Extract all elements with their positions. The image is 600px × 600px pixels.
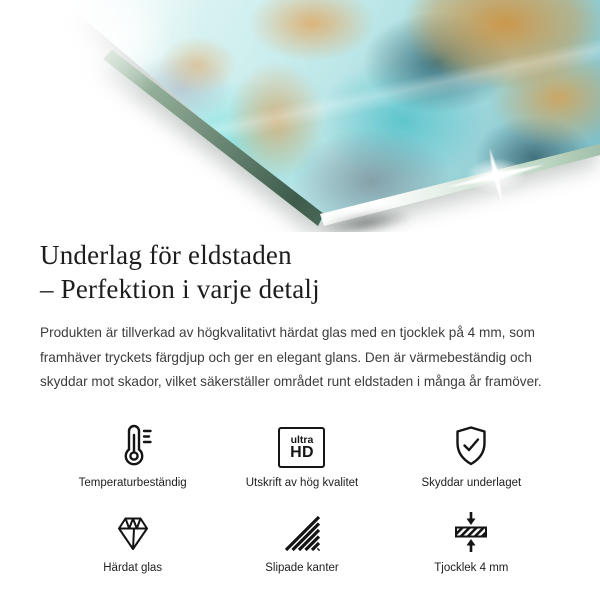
ultra-hd-text-top: ultra — [290, 433, 314, 446]
shield-check-icon — [451, 421, 491, 468]
product-description-section — [0, 232, 600, 574]
thickness-icon — [449, 506, 493, 553]
sparkle-icon — [441, 131, 551, 221]
thermometer-icon — [113, 421, 153, 468]
diamond-icon — [113, 506, 153, 553]
feature-temperature — [48, 421, 217, 489]
feature-thickness — [387, 506, 556, 574]
ultra-hd-text-bottom: HD — [290, 443, 314, 461]
feature-label: Utskrift av hög kvalitet — [245, 476, 359, 489]
feature-print-quality — [217, 421, 386, 489]
polished-edges-icon — [282, 506, 322, 553]
feature-polished-edges — [217, 506, 386, 574]
feature-label: Temperaturbeständig — [78, 476, 187, 489]
product-photo — [0, 0, 600, 232]
ultra-hd-icon — [278, 421, 325, 468]
page-title-line2: – Perfektion i varje detalj — [40, 274, 320, 304]
page-title — [40, 238, 560, 306]
product-description: Produkten är tillverkad av högkvalitativt härdat glas med en tjocklek på 4 mm, som framhäver tryckets färgdjup och ger en elegant glans. Den är värmebeständig och skyddar mot skador, vilket säkerställer området runt eldstaden i många år framöver. — [40, 325, 542, 389]
feature-label: Slipade kanter — [265, 561, 339, 574]
feature-tempered-glass — [48, 506, 217, 574]
feature-label: Tjocklek 4 mm — [434, 561, 509, 574]
feature-grid — [48, 421, 556, 574]
page-title-line1: Underlag för eldstaden — [40, 240, 292, 270]
feature-label: Skyddar underlaget — [421, 476, 522, 489]
feature-protects — [387, 421, 556, 489]
feature-label: Härdat glas — [103, 561, 163, 574]
